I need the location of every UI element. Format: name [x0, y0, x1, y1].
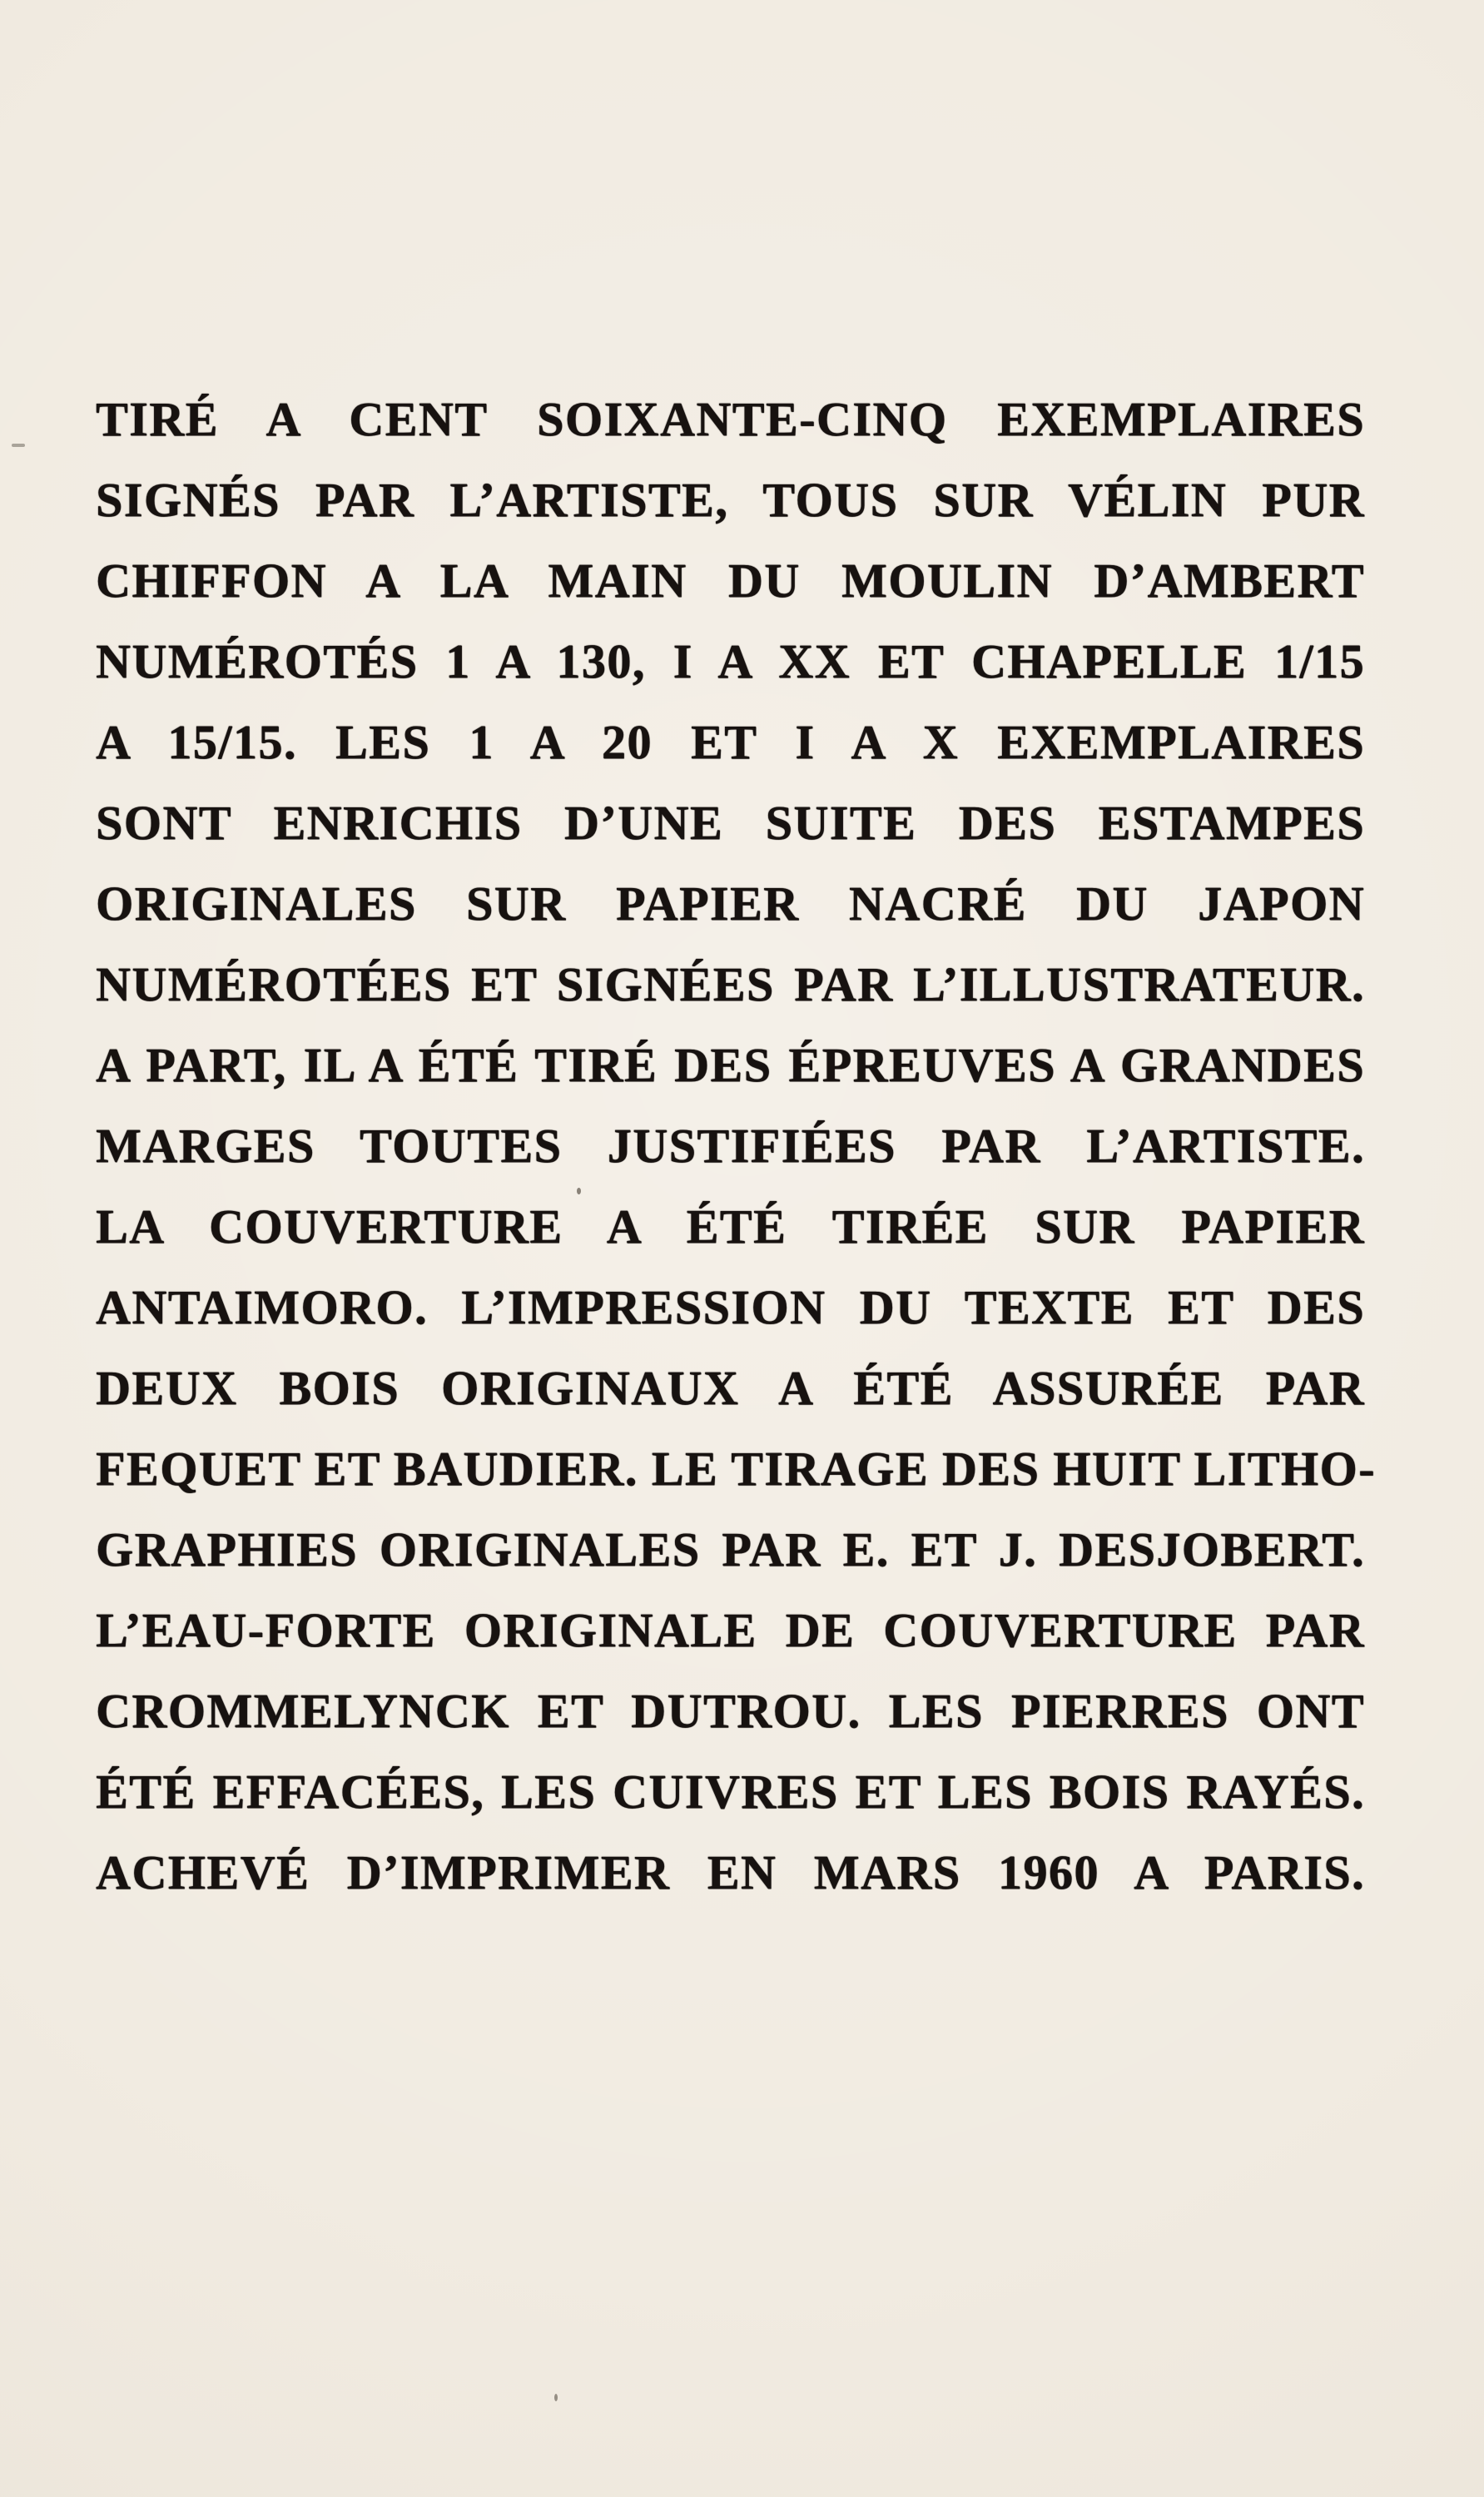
colophon-line: NUMÉROTÉS 1 A 130, I A XX ET CHAPELLE 1/15 — [96, 634, 1365, 688]
ink-speck — [554, 2394, 558, 2401]
colophon-line: SIGNÉS PAR L’ARTISTE, TOUS SUR VÉLIN PUR — [96, 473, 1365, 527]
colophon-line: GRAPHIES ORIGINALES PAR E. ET J. DESJOBERT. — [96, 1522, 1365, 1576]
colophon-line: FEQUET ET BAUDIER. LE TIRAGE DES HUIT LITHO- — [96, 1442, 1376, 1496]
colophon-line: CHIFFON A LA MAIN DU MOULIN D’AMBERT — [96, 554, 1365, 608]
colophon-line: SONT ENRICHIS D’UNE SUITE DES ESTAMPES — [96, 796, 1365, 850]
colophon-line: NUMÉROTÉES ET SIGNÉES PAR L’ILLUSTRATEUR. — [96, 957, 1365, 1011]
colophon-line: ACHEVÉ D’IMPRIMER EN MARS 1960 A PARIS. — [96, 1845, 1365, 1899]
colophon-line: DEUX BOIS ORIGINAUX A ÉTÉ ASSURÉE PAR — [96, 1361, 1365, 1415]
colophon-text-block — [96, 379, 1376, 1913]
colophon-line: ORIGINALES SUR PAPIER NACRÉ DU JAPON — [96, 876, 1365, 931]
colophon-line: A 15/15. LES 1 A 20 ET I A X EXEMPLAIRES — [96, 715, 1365, 769]
colophon-line: TIRÉ A CENT SOIXANTE-CINQ EXEMPLAIRES — [96, 392, 1365, 446]
colophon-line: MARGES TOUTES JUSTIFIÉES PAR L’ARTISTE. — [96, 1119, 1365, 1173]
colophon-line: L’EAU-FORTE ORIGINALE DE COUVERTURE PAR — [96, 1603, 1365, 1657]
colophon-line: LA COUVERTURE A ÉTÉ TIRÉE SUR PAPIER — [96, 1199, 1365, 1253]
ink-speck — [12, 444, 25, 447]
colophon-line: CROMMELYNCK ET DUTROU. LES PIERRES ONT — [96, 1684, 1365, 1738]
colophon-line: ANTAIMORO. L’IMPRESSION DU TEXTE ET DES — [96, 1280, 1365, 1334]
colophon-line: ÉTÉ EFFACÉES, LES CUIVRES ET LES BOIS RAYÉS. — [96, 1765, 1365, 1819]
colophon-line: A PART, IL A ÉTÉ TIRÉ DES ÉPREUVES A GRANDES — [96, 1038, 1365, 1092]
ink-speck — [577, 1188, 581, 1194]
